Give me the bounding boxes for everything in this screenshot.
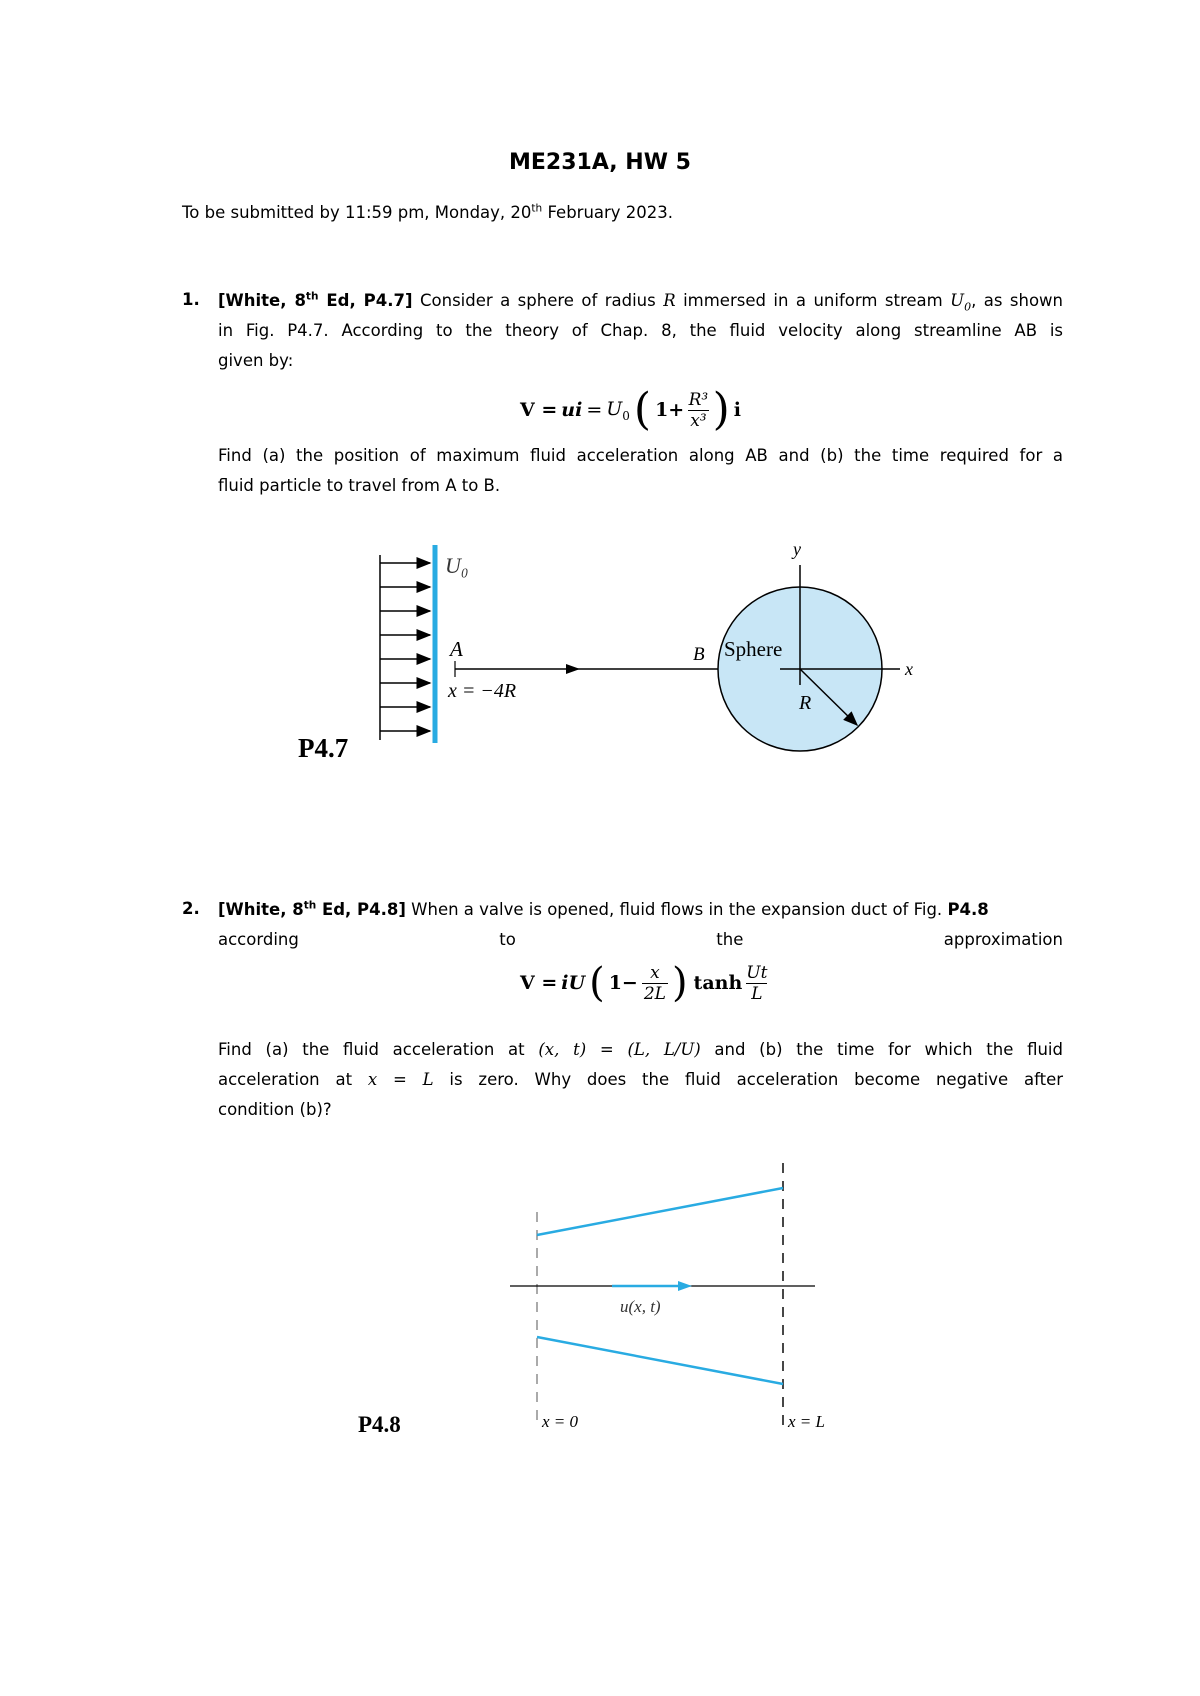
problem-1-line-3: given by: xyxy=(218,351,294,370)
problem-1-line-2: in Fig. P4.7. According to the theory of Chap. 8, the fluid velocity along streamline AB is xyxy=(218,321,1063,340)
problem-2-find-2: acceleration at x = L is zero. Why does the fluid acceleration become negative after xyxy=(218,1070,1063,1089)
duct-lower-wall xyxy=(537,1337,783,1384)
problem-2-line-2: according to the approximation xyxy=(218,930,1063,949)
problem-1-reference: [White, 8th Ed, P4.7] xyxy=(218,290,413,310)
problem-1-find-2: fluid particle to travel from A to B. xyxy=(218,476,501,495)
x-axis-label: x xyxy=(905,659,913,679)
figure-p4-7 xyxy=(280,535,940,765)
point-b-label: B xyxy=(693,644,705,665)
problem-1-equation: V = ui = $U_0$ ( 1+ $\frac{\text{R³}}{\text{x³}}$ ) i xyxy=(520,384,742,435)
problem-1-line-1: [White, 8th Ed, P4.7] Consider a sphere of radius R immersed in a uniform stream $U_0$, as shown xyxy=(218,290,1064,314)
problem-2-line-1: [White, 8th Ed, P4.8] When a valve is opened, fluid flows in the expansion duct of Fig. P4.8 xyxy=(218,899,989,919)
streamline-arrow xyxy=(566,664,580,674)
velocity-arrowhead xyxy=(678,1281,692,1291)
x0-label: x = 0 xyxy=(542,1412,579,1431)
u0-label: U₀ xyxy=(445,553,469,578)
deadline-sup: th xyxy=(531,202,543,215)
problem-2-number: 2. xyxy=(182,899,200,918)
sphere-label: Sphere xyxy=(724,637,783,661)
submission-deadline xyxy=(182,203,673,222)
figure-label-p4-7: P4.7 xyxy=(298,733,349,763)
x-position-label: x = −4R xyxy=(448,680,517,702)
figure-p4-8 xyxy=(340,1160,860,1440)
problem-2-reference: [White, 8th Ed, P4.8] xyxy=(218,899,406,919)
problem-1-number: 1. xyxy=(182,290,200,309)
velocity-label: u(x, t) xyxy=(620,1297,661,1316)
radius-label: R xyxy=(799,692,812,714)
problem-2-find-3: condition (b)? xyxy=(218,1100,332,1119)
deadline-text: To be submitted by 11:59 pm, Monday, 20 xyxy=(182,203,532,222)
deadline-text-end: February 2023. xyxy=(542,203,674,222)
uniform-stream-arrows xyxy=(380,555,430,740)
xl-label: x = L xyxy=(788,1412,825,1431)
document-title: ME231A, HW 5 xyxy=(509,150,691,175)
figure-label-p4-8: P4.8 xyxy=(358,1412,401,1437)
point-a-label: A xyxy=(450,637,463,661)
duct-upper-wall xyxy=(537,1188,783,1235)
problem-2-find-1: Find (a) the fluid acceleration at (x, t) = (L, L/U) and (b) the time for which the fluid xyxy=(218,1040,1063,1059)
y-axis-label: y xyxy=(793,539,801,559)
problem-2-equation: V = iU ( 1− $\frac{x}{2L}$ ) tanh $\frac{Ut}{L}$ xyxy=(520,960,768,1006)
problem-1-find-1: Find (a) the position of maximum fluid acceleration along AB and (b) the time required for a xyxy=(218,446,1063,465)
